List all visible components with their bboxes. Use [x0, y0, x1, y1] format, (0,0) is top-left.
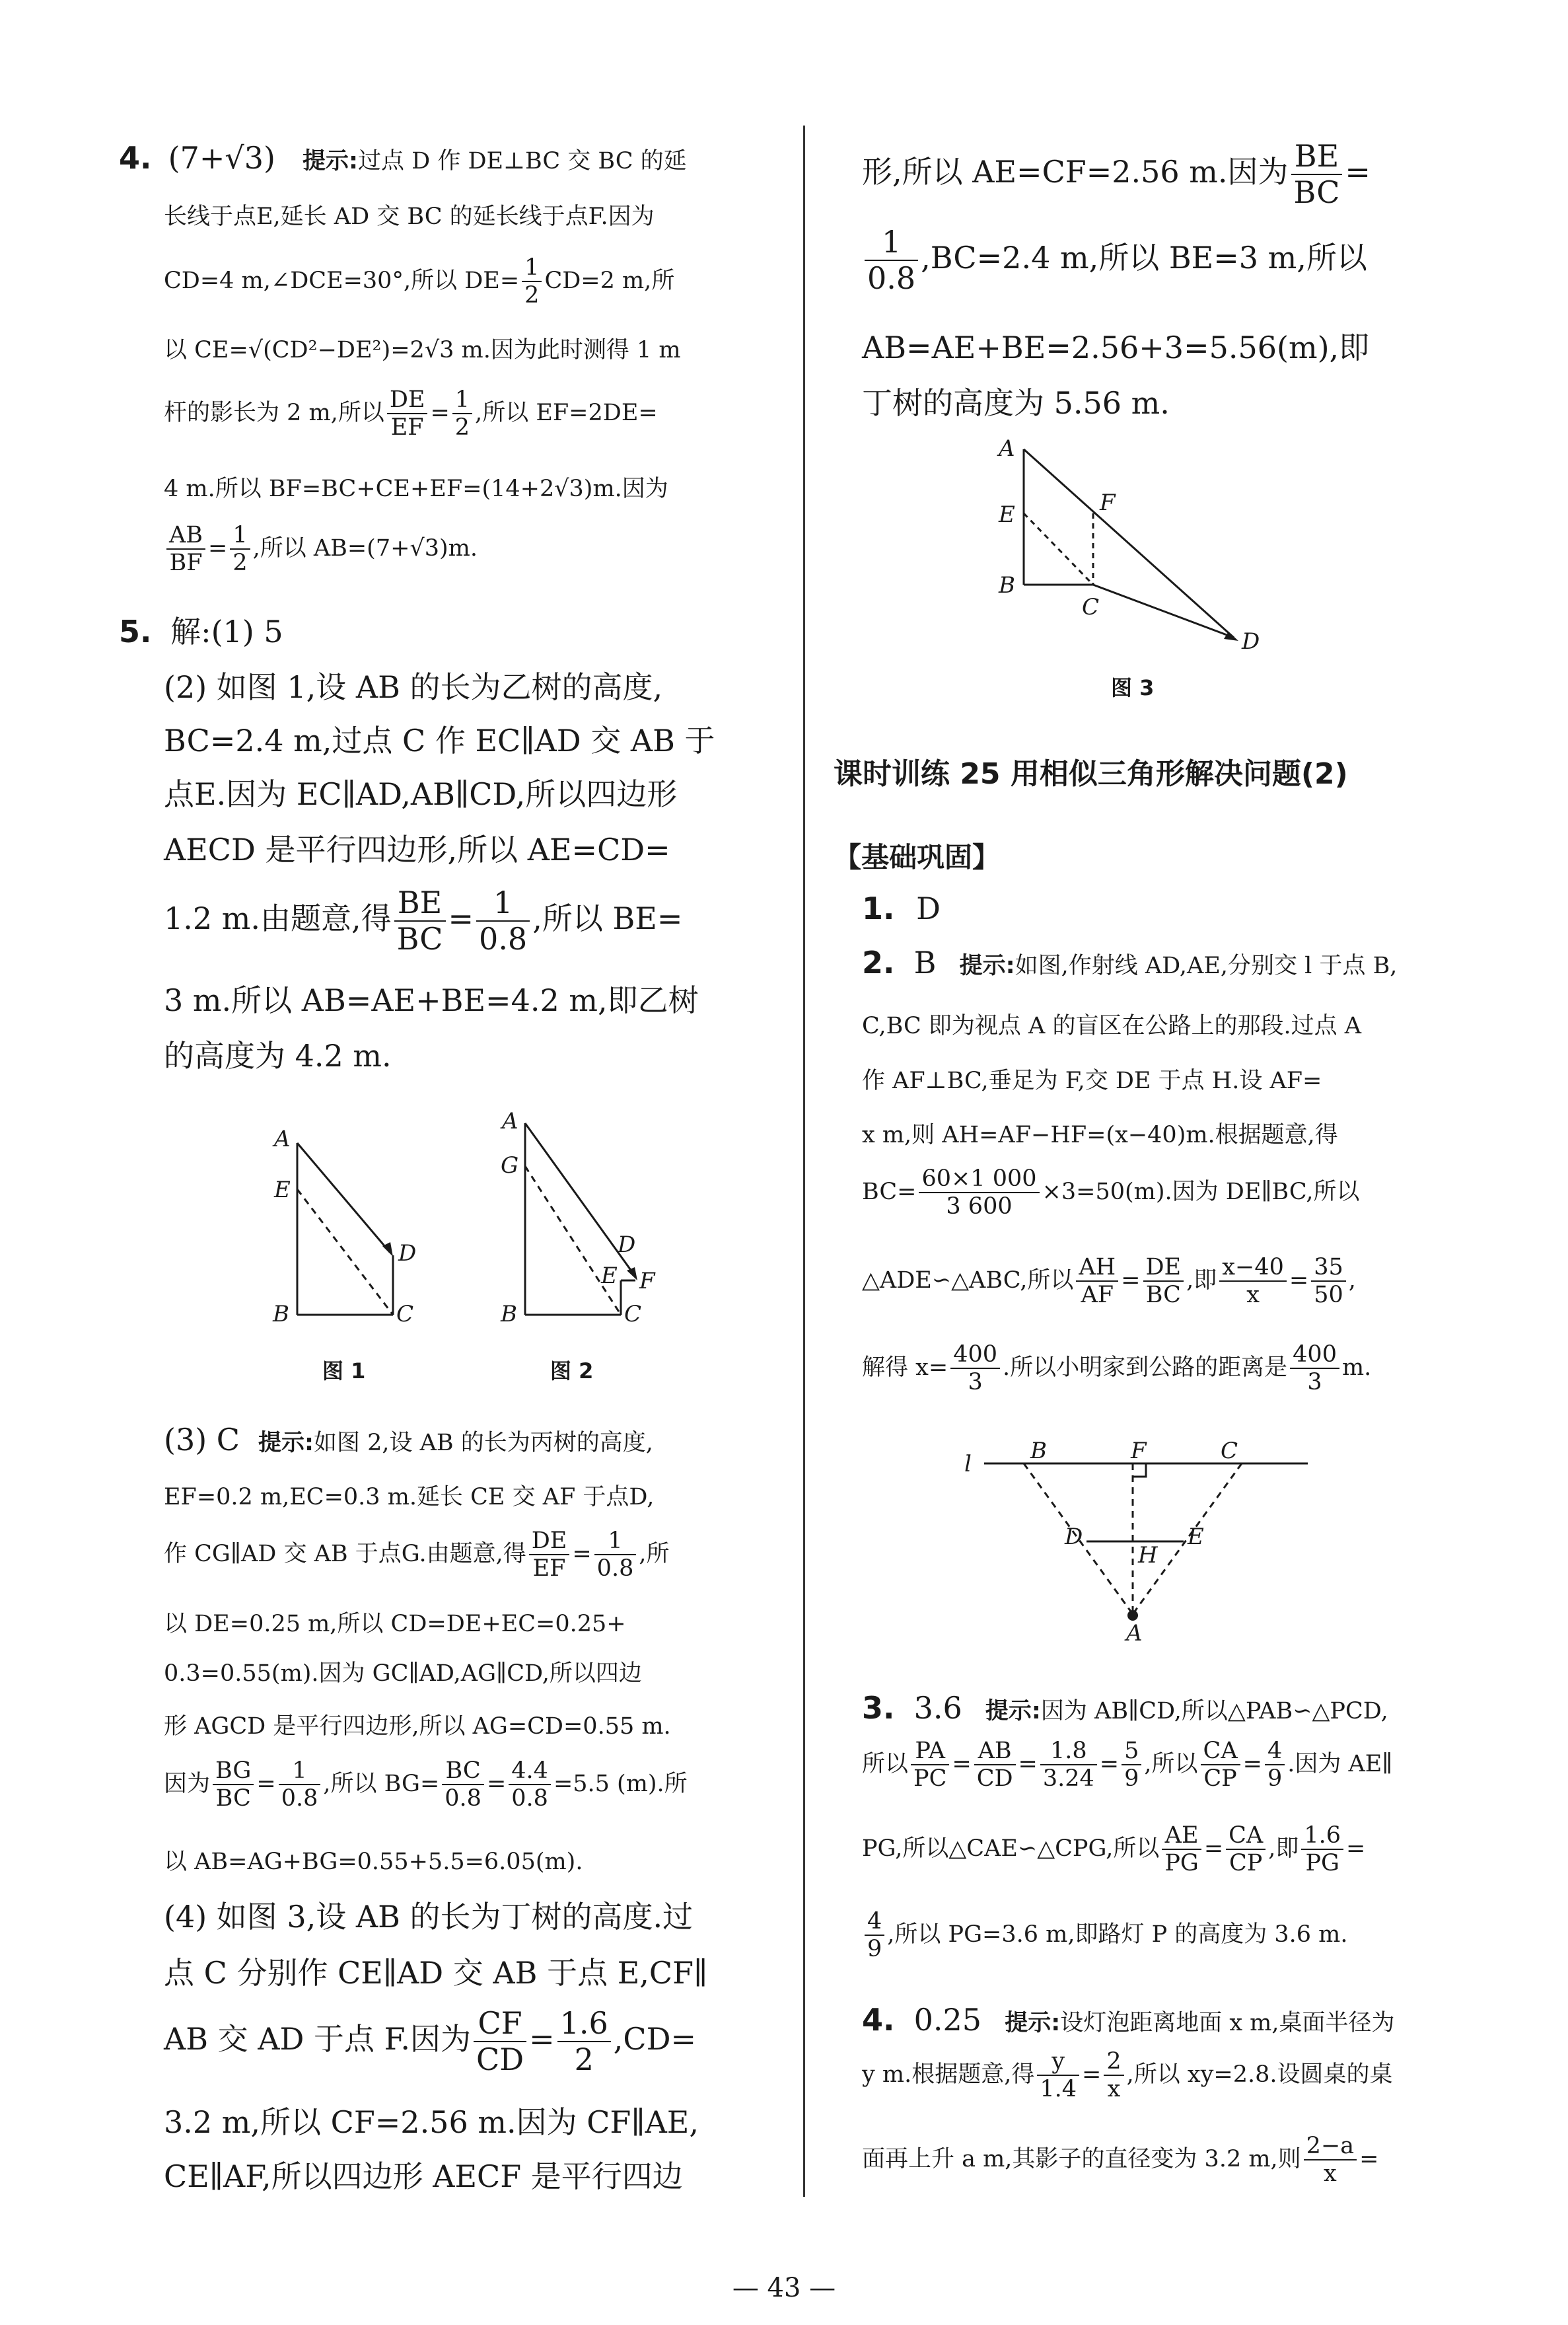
numerator: 1 [594, 1528, 637, 1555]
text: = [1203, 1835, 1224, 1862]
fig3-label-a: A [999, 436, 1015, 462]
numerator: BC [442, 1757, 484, 1785]
text: = [486, 1770, 507, 1797]
denominator: 3.24 [1042, 1765, 1094, 1792]
fig3-line-ad [1024, 449, 1234, 638]
figq2-label-f: F [1131, 1438, 1147, 1464]
fig1-line-ec [297, 1189, 393, 1315]
figq2-label-a: A [1126, 1620, 1143, 1646]
q4-line-3 [164, 254, 674, 309]
fig3-label-b: B [999, 572, 1015, 599]
numerator: AB [974, 1738, 1016, 1765]
text: m. [1341, 1354, 1372, 1381]
text: ,所 [639, 1540, 670, 1567]
q5-p2-line-7: 的高度为 4.2 m. [164, 1038, 392, 1074]
denominator: BC [215, 1785, 251, 1812]
fraction [442, 1757, 484, 1812]
numerator: DE [1143, 1254, 1184, 1282]
text: 形,所以 AE=CF=2.56 m.因为 [862, 153, 1289, 190]
text: ,即 [1186, 1267, 1217, 1294]
denominator: PG [1305, 1850, 1339, 1877]
fig1-label-e: E [274, 1177, 291, 1203]
numerator: 1 [476, 885, 530, 922]
denominator: AF [1081, 1282, 1114, 1309]
numerator: 400 [1290, 1341, 1339, 1369]
text: = [1242, 1750, 1262, 1777]
text: = [208, 535, 228, 562]
q5-p2-line-5 [164, 885, 682, 957]
q5-p3-line-8: 以 AB=AG+BG=0.55+5.5=6.05(m). [164, 1849, 583, 1875]
figq2-label-l: l [964, 1451, 972, 1477]
text: ,所以 EF=2DE= [475, 399, 658, 426]
right-line-4: 丁树的高度为 5.56 m. [862, 385, 1170, 421]
q5-p3-line-5: 0.3=0.55(m).因为 GC∥AD,AG∥CD,所以四边 [164, 1660, 642, 1687]
figq2-label-b: B [1030, 1438, 1047, 1464]
denominator: 2 [232, 550, 248, 577]
fraction [1201, 1738, 1240, 1792]
text: CD=4 m,∠DCE=30°,所以 DE= [164, 267, 520, 294]
fig3-arrow-icon [1224, 632, 1238, 641]
fig3-line-ec [1024, 513, 1093, 585]
numerator: CA [1201, 1738, 1240, 1765]
q5-number: 5. [119, 614, 152, 649]
fraction [1304, 2133, 1357, 2188]
text: 1.2 m.由题意,得 [164, 900, 392, 936]
text: = [1345, 153, 1371, 190]
fraction [452, 387, 472, 441]
fig2-label-c: C [624, 1301, 642, 1327]
denominator: 0.8 [867, 260, 916, 296]
r-q4-line-2 [862, 2048, 1393, 2103]
numerator: AB [166, 522, 205, 550]
fraction [865, 1908, 884, 1963]
denominator: 2 [524, 282, 540, 309]
numerator: 1 [230, 522, 250, 550]
q5-p3-line-7 [164, 1757, 688, 1812]
q5-p4-line-3 [164, 2006, 696, 2077]
text: ,所以 PG=3.6 m,即路灯 P 的高度为 3.6 m. [887, 1921, 1348, 1948]
text: AB 交 AD 于点 F.因为 [164, 2020, 471, 2057]
fig2-label-b: B [501, 1301, 517, 1327]
q4-line-1 [119, 140, 687, 176]
fraction [394, 885, 446, 957]
q4-answer: (7+√3) [168, 140, 275, 176]
denominator: x [1246, 1282, 1260, 1309]
fraction [522, 254, 542, 309]
fraction [387, 387, 428, 441]
text: =5.5 (m).所 [553, 1770, 688, 1797]
r-q2-tip-label: 提示: [959, 953, 1015, 979]
denominator: 9 [1124, 1765, 1139, 1792]
fraction [1219, 1254, 1287, 1309]
fig3-label-d: D [1242, 628, 1260, 654]
numerator: 4 [865, 1908, 884, 1936]
text: CD=2 m,所 [544, 267, 675, 294]
q4-line-5 [164, 387, 658, 441]
fraction [1076, 1254, 1118, 1309]
r-q1-answer: D [916, 891, 941, 926]
r-q3-tip-label: 提示: [985, 1698, 1041, 1724]
fraction [1143, 1254, 1184, 1309]
fig2-label-f: F [639, 1268, 655, 1294]
r-q3-line-4 [862, 1908, 1348, 1963]
q5-p3-tip-label: 提示: [258, 1430, 314, 1456]
text: = [1018, 1750, 1038, 1777]
numerator: 4.4 [509, 1757, 551, 1785]
denominator: 3 [1307, 1369, 1322, 1396]
numerator: x−40 [1219, 1254, 1287, 1282]
r-q2-line-6 [862, 1254, 1356, 1309]
fraction [166, 522, 205, 577]
r-q2-line-7 [862, 1341, 1371, 1396]
sub-title: 【基础巩固】 [834, 841, 1001, 873]
text: ,所以 xy=2.8.设圆桌的桌 [1126, 2061, 1393, 2088]
text: , [1348, 1267, 1356, 1294]
r-q3-number: 3. [862, 1690, 895, 1726]
q5-p2-line-2: BC=2.4 m,过点 C 作 EC∥AD 交 AB 于 [164, 723, 715, 758]
numerator: DE [529, 1528, 570, 1555]
fig2-label-e: E [601, 1263, 618, 1289]
q4-line-6: 4 m.所以 BF=BC+CE+EF=(14+2√3)m.因为 [164, 476, 668, 502]
numerator: 2−a [1304, 2133, 1357, 2160]
numerator: y [1037, 2048, 1079, 2076]
fig1-label-c: C [396, 1301, 414, 1327]
text: 杆的影长为 2 m,所以 [164, 399, 384, 426]
denominator: CD [476, 2041, 524, 2077]
denominator: 0.8 [281, 1785, 318, 1812]
numerator: 1 [865, 225, 918, 261]
right-line-1 [862, 139, 1371, 210]
page-number: — 43 — [732, 2273, 836, 2303]
fraction [529, 1528, 570, 1582]
fig2-caption: 图 2 [550, 1358, 594, 1384]
denominator: BF [169, 550, 203, 577]
denominator: PC [913, 1765, 947, 1792]
fraction [919, 1165, 1039, 1220]
fraction [474, 2006, 526, 2077]
q5-p3-line-2: EF=0.2 m,EC=0.3 m.延长 CE 交 AF 于点D, [164, 1484, 655, 1510]
numerator: 1.6 [557, 2006, 611, 2042]
fig2-label-d: D [618, 1232, 636, 1258]
q5-p4-line-2: 点 C 分别作 CE∥AD 交 AB 于点 E,CF∥ [164, 1955, 708, 1991]
q4-line-7 [164, 522, 478, 577]
text: = [256, 1770, 276, 1797]
fraction [1301, 1822, 1343, 1877]
right-line-3: AB=AE+BE=2.56+3=5.56(m),即 [862, 330, 1370, 365]
figq2-point-a-icon [1127, 1610, 1138, 1621]
numerator: 60×1 000 [919, 1165, 1039, 1193]
q5-p3-line-3 [164, 1528, 669, 1582]
text: ,所以 [1144, 1750, 1198, 1777]
q4-text: 过点 D 作 DE⊥BC 交 BC 的延 [358, 148, 687, 174]
numerator: 2 [1104, 2048, 1123, 2076]
figure-2 [489, 1103, 674, 1328]
fraction [1122, 1738, 1141, 1792]
denominator: x [1107, 2076, 1121, 2103]
denominator: 2 [454, 414, 470, 441]
fig3-caption: 图 3 [1111, 675, 1155, 700]
fig1-label-b: B [273, 1301, 289, 1327]
fraction [476, 885, 530, 957]
text: 如图,作射线 AD,AE,分别交 l 于点 B, [1015, 953, 1398, 979]
numerator: 1 [522, 254, 542, 282]
text: y m.根据题意,得 [862, 2061, 1035, 2088]
r-q2-line-4: x m,则 AH=AF−HF=(x−40)m.根据题意,得 [862, 1122, 1338, 1148]
numerator: 4 [1265, 1738, 1285, 1765]
denominator: BC [1293, 174, 1340, 210]
fraction [1040, 1738, 1097, 1792]
fig3-label-c: C [1082, 594, 1100, 620]
text: ,所以 AB=(7+√3)m. [252, 535, 478, 562]
q5-p4-line-4: 3.2 m,所以 CF=2.56 m.因为 CF∥AE, [164, 2104, 699, 2140]
denominator: x [1324, 2160, 1337, 2188]
text: = [1099, 1750, 1120, 1777]
text: = [1082, 2061, 1102, 2088]
q4-tip-label: 提示: [303, 148, 359, 174]
fraction [1104, 2048, 1123, 2103]
text: = [1346, 1835, 1366, 1862]
numerator: BG [213, 1757, 254, 1785]
r-q3-line-3 [862, 1822, 1365, 1877]
fraction [1265, 1738, 1285, 1792]
text: ,即 [1268, 1835, 1299, 1862]
text: 解得 x= [862, 1354, 948, 1381]
fraction [213, 1757, 254, 1812]
r-q4-line-1 [862, 2002, 1395, 2038]
numerator: PA [911, 1738, 949, 1765]
fraction [1291, 139, 1343, 210]
numerator: 35 [1311, 1254, 1346, 1282]
q5-p3-line-6: 形 AGCD 是平行四边形,所以 AG=CD=0.55 m. [164, 1713, 671, 1740]
r-q1 [862, 891, 941, 926]
q5-p2-line-6: 3 m.所以 AB=AE+BE=4.2 m,即乙树 [164, 982, 699, 1018]
fraction [1162, 1822, 1201, 1877]
q5-head: 解:(1) 5 [170, 614, 283, 649]
numerator: 5 [1122, 1738, 1141, 1765]
q5-p2-line-1: (2) 如图 1,设 AB 的长为乙树的高度, [164, 669, 663, 705]
denominator: PG [1164, 1850, 1199, 1877]
r-q3-answer: 3.6 [913, 1690, 962, 1726]
q5-p3-line-4: 以 DE=0.25 m,所以 CD=DE+EC=0.25+ [164, 1611, 626, 1637]
r-q2-line-3: 作 AF⊥BC,垂足为 F,交 DE 于点 H.设 AF= [862, 1068, 1322, 1094]
numerator: 1.6 [1301, 1822, 1343, 1850]
denominator: CP [1229, 1850, 1263, 1877]
fraction [279, 1757, 321, 1812]
text: 所以 [862, 1750, 909, 1777]
r-q2-line-5 [862, 1165, 1360, 1220]
fraction [1226, 1822, 1265, 1877]
q5-line-1 [119, 608, 283, 651]
fraction [1037, 2048, 1079, 2103]
numerator: DE [387, 387, 428, 414]
text: △ADE∽△ABC,所以 [862, 1267, 1074, 1294]
denominator: EF [390, 414, 424, 441]
text: ,CD= [613, 2020, 697, 2057]
text: 作 CG∥AD 交 AB 于点G.由题意,得 [164, 1540, 526, 1567]
text: = [448, 900, 474, 936]
figure-3 [991, 436, 1281, 654]
fig3-line-cd [1093, 585, 1234, 638]
text: ×3=50(m).因为 DE∥BC,所以 [1042, 1178, 1360, 1205]
denominator: EF [532, 1555, 566, 1582]
r-q2-answer: B [913, 945, 937, 980]
figq2-label-h: H [1138, 1542, 1158, 1568]
q4-line-2: 长线于点E,延长 AD 交 BC 的延长线于点F.因为 [164, 203, 655, 230]
numerator: 1 [452, 387, 472, 414]
denominator: 50 [1314, 1282, 1343, 1309]
figq2-label-d: D [1065, 1524, 1083, 1550]
fig1-caption: 图 1 [322, 1358, 366, 1384]
r-q3-line-2 [862, 1738, 1392, 1792]
denominator: 0.8 [511, 1785, 548, 1812]
r-q4-answer: 0.25 [913, 2002, 982, 2038]
r-q1-number: 1. [862, 891, 895, 926]
q5-p2-line-3: 点E.因为 EC∥AD,AB∥CD,所以四边形 [164, 776, 678, 812]
fig3-label-e: E [999, 501, 1015, 528]
figq2-label-c: C [1221, 1438, 1238, 1464]
numerator: CA [1226, 1822, 1265, 1850]
numerator: AE [1162, 1822, 1201, 1850]
text: 设灯泡距离地面 x m,桌面半径为 [1060, 2010, 1395, 2036]
text: (3) C [164, 1422, 240, 1458]
fig1-label-d: D [398, 1240, 417, 1267]
fraction [950, 1341, 1000, 1396]
fraction [509, 1757, 551, 1812]
column-divider [803, 126, 805, 2197]
denominator: 3 600 [946, 1193, 1013, 1220]
numerator: CF [474, 2006, 526, 2042]
q5-p4-line-1: (4) 如图 3,设 AB 的长为丁树的高度.过 [164, 1899, 694, 1935]
r-q4-line-3 [862, 2133, 1378, 2188]
r-q4-number: 4. [862, 2002, 895, 2038]
text: = [1121, 1267, 1141, 1294]
text: .所以小明家到公路的距离是 [1003, 1354, 1288, 1381]
denominator: 3 [968, 1369, 983, 1396]
denominator: CD [976, 1765, 1013, 1792]
text: 面再上升 a m,其影子的直径变为 3.2 m,则 [862, 2145, 1301, 2172]
text: = [1359, 2145, 1379, 2172]
fraction [594, 1528, 637, 1582]
text: 因为 AB∥CD,所以△PAB∽△PCD, [1040, 1698, 1388, 1724]
fig2-label-a: A [502, 1108, 518, 1134]
section-title: 课时训练 25 用相似三角形解决问题(2) [834, 757, 1348, 791]
fraction [974, 1738, 1016, 1792]
text: 因为 [164, 1770, 211, 1797]
numerator: 1.8 [1040, 1738, 1097, 1765]
denominator: 9 [867, 1936, 882, 1963]
fraction [230, 522, 250, 577]
fraction [865, 225, 918, 296]
numerator: 400 [950, 1341, 1000, 1369]
right-line-2 [862, 225, 1367, 296]
numerator: BE [1291, 139, 1343, 175]
fraction [911, 1738, 949, 1792]
r-q3-line-1 [862, 1690, 1388, 1726]
numerator: BE [394, 885, 446, 922]
text: ,所以 BG= [323, 1770, 440, 1797]
text: = [952, 1750, 972, 1777]
text: .因为 AE∥ [1287, 1750, 1393, 1777]
text: BC= [862, 1178, 917, 1205]
q4-line-4: 以 CE=√(CD²−DE²)=2√3 m.因为此时测得 1 m [164, 337, 681, 363]
r-q2-number: 2. [862, 945, 895, 980]
text: PG,所以△CAE∽△CPG,所以 [862, 1835, 1160, 1862]
text: ,BC=2.4 m,所以 BE=3 m,所以 [921, 239, 1367, 276]
q4-number: 4. [119, 140, 152, 176]
denominator: 0.8 [445, 1785, 481, 1812]
r-q2-line-1 [862, 945, 1397, 980]
denominator: CP [1203, 1765, 1237, 1792]
figure-1 [261, 1117, 433, 1328]
text: = [572, 1540, 592, 1567]
text: 如图 2,设 AB 的长为丙树的高度, [313, 1430, 653, 1456]
text: ,所以 BE= [532, 900, 683, 936]
denominator: BC [396, 920, 443, 957]
fig1-label-a: A [274, 1126, 291, 1152]
q5-p3-line-1 [164, 1422, 653, 1458]
q5-p4-line-5: CE∥AF,所以四边形 AECF 是平行四边 [164, 2159, 683, 2194]
numerator: 1 [279, 1757, 321, 1785]
figq2-label-e: E [1188, 1524, 1204, 1550]
r-q4-tip-label: 提示: [1005, 2010, 1061, 2036]
q5-p2-line-4: AECD 是平行四边形,所以 AE=CD= [164, 832, 670, 867]
fraction [1290, 1341, 1339, 1396]
fraction [557, 2006, 611, 2077]
figq2-right-angle-icon [1133, 1463, 1146, 1477]
text: = [430, 399, 450, 426]
text: = [1289, 1267, 1309, 1294]
denominator: 1.4 [1040, 2076, 1077, 2103]
denominator: BC [1145, 1282, 1181, 1309]
r-q2-line-2: C,BC 即为视点 A 的盲区在公路上的那段.过点 A [862, 1013, 1361, 1039]
figure-q2 [951, 1437, 1321, 1648]
fig2-arrow-icon [627, 1267, 637, 1280]
denominator: 2 [574, 2041, 594, 2077]
denominator: 0.8 [596, 1555, 634, 1582]
numerator: AH [1076, 1254, 1118, 1282]
fraction [1311, 1254, 1346, 1309]
fig2-label-g: G [501, 1152, 519, 1179]
denominator: 0.8 [479, 920, 528, 957]
denominator: 9 [1267, 1765, 1283, 1792]
fig1-line-ad [297, 1143, 390, 1252]
text: = [529, 2020, 555, 2057]
fig3-label-f: F [1100, 490, 1116, 516]
